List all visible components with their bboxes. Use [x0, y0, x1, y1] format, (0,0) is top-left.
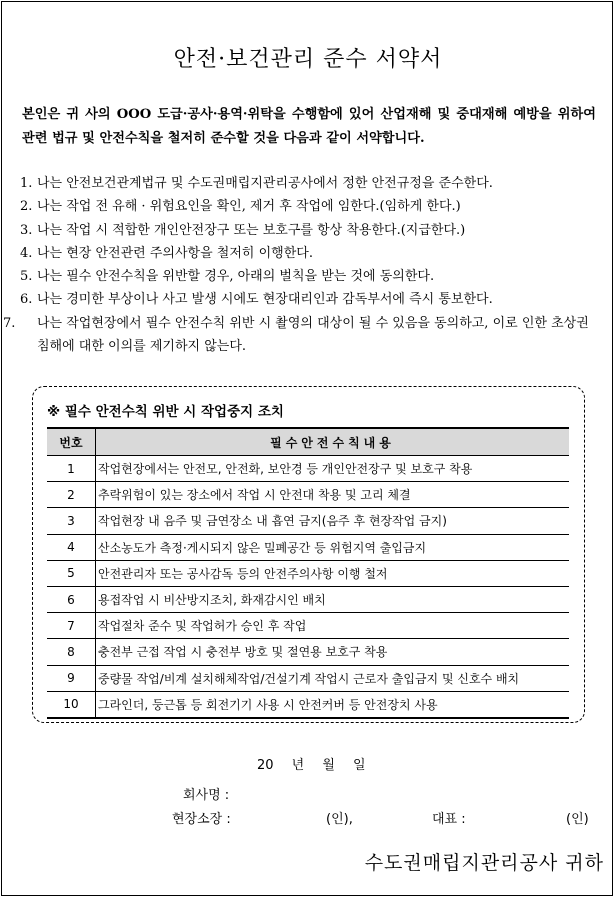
work-stop-box	[32, 386, 585, 723]
pledge-item	[20, 288, 600, 311]
pledge-text: 나는 작업 시 적합한 개인안전장구 또는 보호구를 항상 착용한다.(지급한다.)	[37, 222, 466, 238]
rule-content: 작업절차 준수 및 작업허가 승인 후 작업	[96, 613, 570, 639]
rule-content: 추락위험이 있는 장소에서 작업 시 안전대 착용 및 고리 체결	[96, 482, 570, 508]
header-number: 번호	[47, 428, 96, 456]
pledge-list	[3, 172, 600, 358]
addressee: 수도권매립지관리공사 귀하	[364, 852, 604, 874]
pledge-text: 나는 안전보건관계법규 및 수도권매립지관리공사에서 정한 안전규정을 준수한다.	[37, 176, 493, 191]
rule-content: 충전부 근접 작업 시 충전부 방호 및 절연용 보호구 착용	[96, 639, 570, 665]
table-row	[47, 482, 569, 508]
rule-content: 용접작업 시 비산방지조치, 화재감시인 배치	[96, 586, 570, 612]
pledge-number: 6.	[20, 292, 33, 308]
rule-number: 9	[47, 665, 96, 691]
table-row	[47, 665, 569, 691]
pledge-number: 5.	[20, 269, 33, 285]
pledge-item	[20, 172, 600, 195]
table-row	[47, 560, 569, 586]
pledge-text: 나는 작업 전 유해 · 위험요인을 확인, 제거 후 작업에 임한다.(임하게 한다.)	[37, 199, 461, 215]
header-content: 필수안전수칙내용	[96, 428, 570, 456]
representative-label: 대표 :	[432, 812, 466, 827]
rule-number: 10	[47, 691, 96, 718]
rule-content: 작업현장에서는 안전모, 안전화, 보안경 등 개인안전장구 및 보호구 착용	[96, 456, 570, 482]
table-row	[47, 586, 569, 612]
rule-content: 중량물 작업/비계 설치해체작업/건설기계 작업시 근로자 출입금지 및 신호수 배치	[96, 665, 570, 691]
table-row	[47, 456, 569, 482]
rule-number: 3	[47, 508, 96, 534]
rule-number: 5	[47, 560, 96, 586]
pledge-number: 4.	[20, 245, 33, 261]
document-title: 안전·보건관리 준수 서약서	[173, 47, 443, 72]
table-row	[47, 691, 569, 718]
table-row	[47, 613, 569, 639]
pledge-number: 3.	[20, 222, 33, 238]
table-row	[47, 508, 569, 534]
company-name-label: 회사명 :	[183, 788, 230, 803]
site-manager-label: 현장소장 :	[172, 812, 231, 827]
representative-seal: (인)	[566, 812, 589, 827]
pledge-number: 7.	[3, 315, 16, 331]
pledge-number: 1.	[20, 176, 33, 191]
date-line: 20 년 월 일	[257, 758, 366, 773]
pledge-text: 나는 현장 안전관련 주의사항을 철저히 이행한다.	[37, 245, 313, 261]
pledge-item	[3, 312, 600, 358]
intro-paragraph: 본인은 귀 사의 OOO 도급·공사·용역·위탁을 수행함에 있어 산업재해 및 중대재해 예방을 위하여 관련 법규 및 안전수칙을 철저히 준수할 것을 다음과 같이 서약합니다.	[22, 107, 596, 146]
pledge-text: 나는 필수 안전수칙을 위반할 경우, 아래의 벌칙을 받는 것에 동의한다.	[37, 269, 435, 285]
rule-number: 6	[47, 586, 96, 612]
work-stop-title: ※ 필수 안전수칙 위반 시 작업중지 조치	[47, 404, 284, 420]
table-row	[47, 639, 569, 665]
pledge-text: 나는 작업현장에서 필수 안전수칙 위반 시 촬영의 대상이 될 수 있음을 동의하고, 이로 인한 초상권 침해에 대한 이의를 제기하지 않는다.	[37, 315, 589, 354]
pledge-item	[20, 195, 600, 218]
rule-number: 7	[47, 613, 96, 639]
rule-number: 2	[47, 482, 96, 508]
rule-number: 4	[47, 534, 96, 560]
rule-content: 작업현장 내 음주 및 금연장소 내 흡연 금지(음주 후 현장작업 금지)	[96, 508, 570, 534]
pledge-item	[20, 265, 600, 288]
rule-number: 1	[47, 456, 96, 482]
site-manager-seal: (인),	[326, 812, 353, 827]
safety-rules-table	[47, 427, 569, 719]
rule-content: 안전관리자 또는 공사감독 등의 안전주의사항 이행 철저	[96, 560, 570, 586]
pledge-item	[20, 242, 600, 265]
table-row	[47, 534, 569, 560]
table-header-row	[47, 428, 569, 456]
pledge-item	[20, 219, 600, 242]
rule-content: 산소농도가 측정·게시되지 않은 밀폐공간 등 위험지역 출입금지	[96, 534, 570, 560]
pledge-number: 2.	[20, 199, 33, 215]
rule-content: 그라인더, 둥근톱 등 회전기기 사용 시 안전커버 등 안전장치 사용	[96, 691, 570, 718]
rule-number: 8	[47, 639, 96, 665]
pledge-text: 나는 경미한 부상이나 사고 발생 시에도 현장대리인과 감독부서에 즉시 통보한다.	[37, 292, 493, 308]
